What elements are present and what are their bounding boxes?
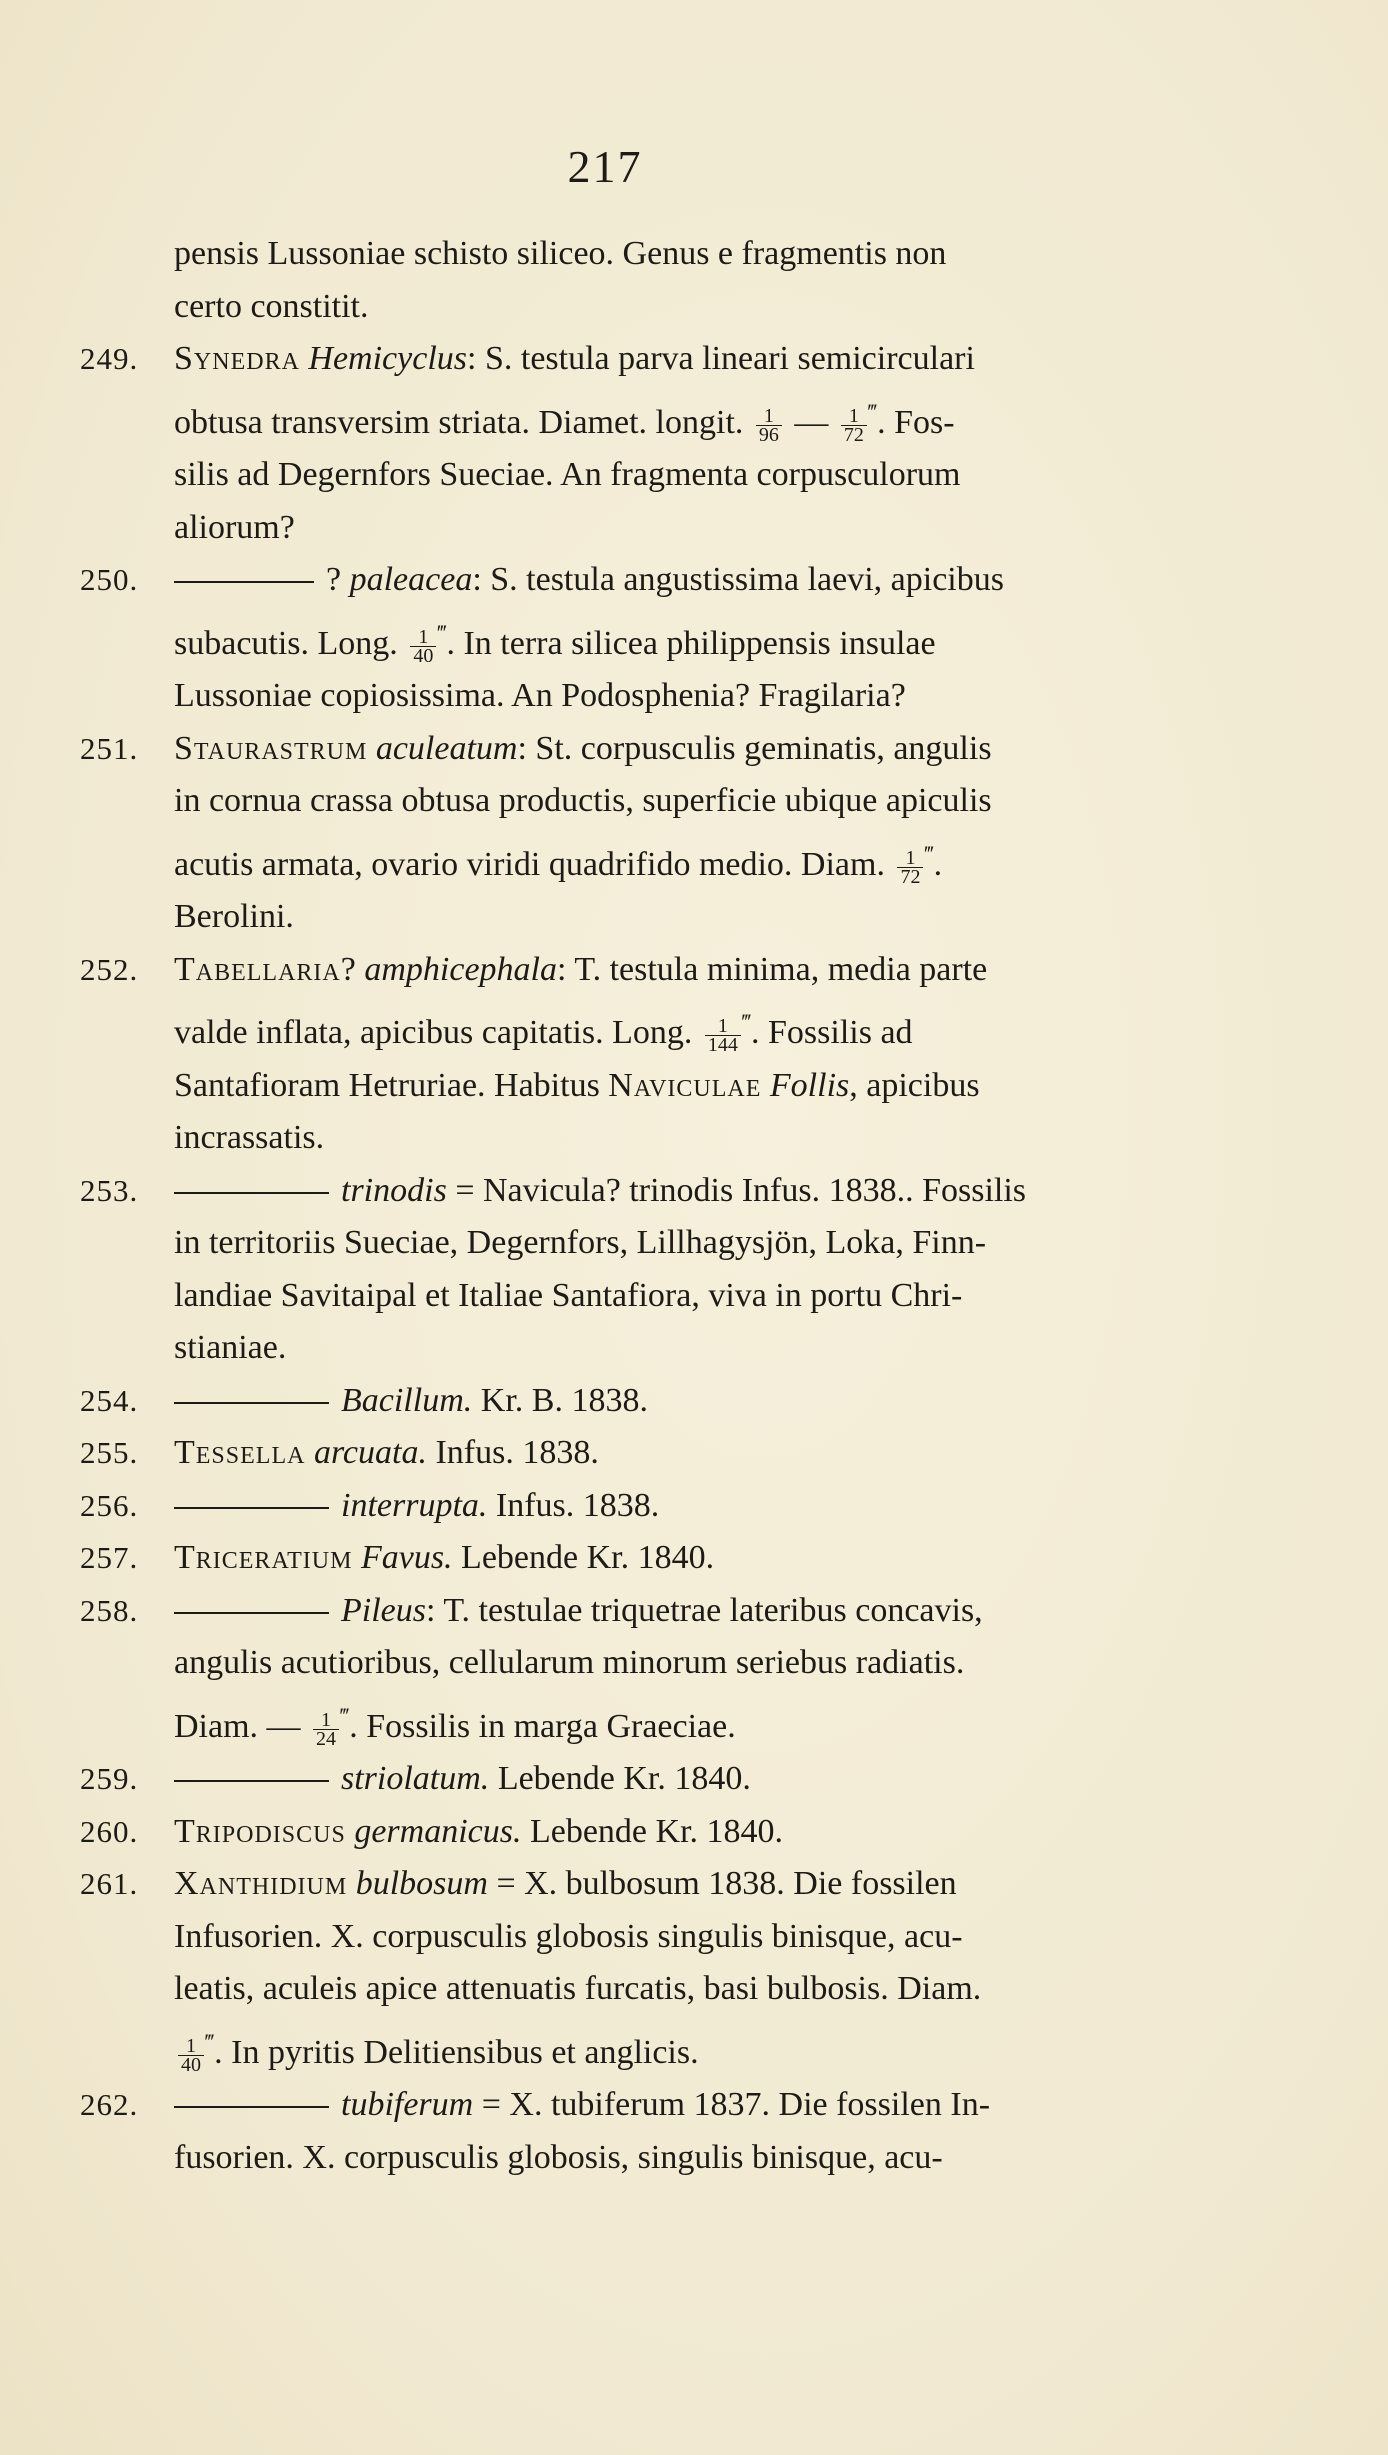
text-line: obtusa transversim striata. Diamet. longit. $\frac{1}{96}$ — $\frac{1}{72}$ ‴. Fos- xyxy=(174,398,955,446)
text-line: Santafioram Hetruriae. Habitus Naviculae Follis, apicibus xyxy=(174,1066,980,1104)
text-line: fusorien. X. corpusculis globosis, singulis binisque, acu- xyxy=(174,2138,943,2176)
ditto-dash xyxy=(174,581,314,583)
species-name: bulbosum xyxy=(355,1865,488,1902)
text-line: angulis acutioribus, cellularum minorum seriebus radiatis. xyxy=(174,1644,965,1681)
fraction: $\frac{1}{24}$ xyxy=(313,1711,339,1748)
species-name: trinodis xyxy=(341,1171,447,1209)
species-name: germanicus. xyxy=(354,1812,522,1850)
species-name: striolatum. xyxy=(341,1760,490,1797)
genus-name: Synedra xyxy=(174,340,300,377)
text-line: Diam. — $\frac{1}{24}$ ‴. Fossilis in marga Graeciae. xyxy=(174,1702,736,1750)
text-line: Synedra Hemicyclus: S. testula parva lineari semicirculari xyxy=(174,340,975,377)
text-line: Staurastrum aculeatum: St. corpusculis geminatis, angulis xyxy=(174,729,992,767)
entry-251 xyxy=(80,723,1184,944)
ditto-dash xyxy=(174,1402,329,1404)
entry-number: 258. xyxy=(80,1592,139,1628)
text-line: Infusorien. X. corpusculis globosis singulis binisque, acu- xyxy=(174,1917,963,1955)
entry-250 xyxy=(80,554,1184,723)
genus-name: Tripodiscus xyxy=(174,1812,346,1850)
entry-number: 262. xyxy=(80,2087,139,2122)
text-line: certo constitit. xyxy=(174,287,369,325)
entry-254 xyxy=(80,1375,1184,1428)
text-line: $\frac{1}{40}$ ‴. In pyritis Delitiensibus et anglicis. xyxy=(174,2016,1184,2080)
entry-number: 253. xyxy=(80,1172,139,1208)
ditto-dash xyxy=(174,1192,329,1194)
entry-257 xyxy=(80,1532,1184,1585)
entry-number: 260. xyxy=(80,1813,139,1849)
entry-256 xyxy=(80,1480,1184,1533)
species-name: Hemicyclus xyxy=(308,340,468,377)
entry-258 xyxy=(80,1585,1184,1754)
text-line: incrassatis. xyxy=(174,1119,325,1156)
genus-name: Xanthidium xyxy=(174,1865,348,1902)
text-line: Lussoniae copiosissima. An Podosphenia? Fragilaria? xyxy=(174,677,906,714)
text-line: in territoriis Sueciae, Degernfors, Lillhagysjön, Loka, Finn- xyxy=(174,1224,987,1261)
page-number: 217 xyxy=(567,141,643,192)
species-name: aculeatum xyxy=(375,729,518,767)
text-line: Pileus: T. testulae triquetrae lateribus concavis, xyxy=(174,1585,1184,1638)
text-line: Triceratium Favus. Lebende Kr. 1840. xyxy=(174,1539,715,1576)
text-line: pensis Lussoniae schisto siliceo. Genus e fragmentis non xyxy=(174,235,947,272)
species-name: arcuata. xyxy=(313,1434,427,1471)
species-name: Bacillum. xyxy=(341,1381,473,1419)
entry-number: 261. xyxy=(80,1866,139,1901)
text-line: Tabellaria? amphicephala: T. testula minima, media parte xyxy=(174,950,988,988)
fraction: $\frac{1}{40}$ xyxy=(410,628,436,665)
fraction: $\frac{1}{72}$ xyxy=(841,407,867,444)
text-line: aliorum? xyxy=(174,508,295,546)
entry-number: 256. xyxy=(80,1487,139,1523)
ditto-dash xyxy=(174,1780,329,1782)
entry-253 xyxy=(80,1165,1184,1375)
entry-260 xyxy=(80,1806,1184,1859)
text-line: stianiae. xyxy=(174,1329,287,1366)
text-line: acutis armata, ovario viridi quadrifido medio. Diam. $\frac{1}{72}$ ‴. xyxy=(174,840,943,888)
text-line: ? paleacea: S. testula angustissima laevi, apicibus xyxy=(174,554,1184,607)
species-name: paleacea xyxy=(349,561,473,598)
ditto-dash xyxy=(174,1612,329,1614)
page-body xyxy=(80,228,1184,2184)
text-line: Tessella arcuata. Infus. 1838. xyxy=(174,1434,599,1471)
text-line: Xanthidium bulbosum = X. bulbosum 1838. Die fossilen xyxy=(174,1865,957,1902)
text-line: tubiferum = X. tubiferum 1837. Die fossilen In- xyxy=(174,2079,1184,2132)
text-line: Tripodiscus germanicus. Lebende Kr. 1840. xyxy=(174,1812,784,1850)
text-line: in cornua crassa obtusa productis, superficie ubique apiculis xyxy=(174,782,992,819)
entry-number: 254. xyxy=(80,1382,139,1418)
genus-name: Tessella xyxy=(174,1434,306,1471)
text-line: silis ad Degernfors Sueciae. An fragmenta corpusculorum xyxy=(174,456,961,493)
text-line: trinodis = Navicula? trinodis Infus. 1838.. Fossilis xyxy=(174,1165,1184,1218)
species-name: interrupta. xyxy=(341,1486,488,1524)
species-name: Pileus xyxy=(341,1591,426,1629)
entry-249 xyxy=(80,333,1184,554)
entry-number: 259. xyxy=(80,1761,139,1796)
entry-number: 252. xyxy=(80,951,139,987)
text-line: Berolini. xyxy=(174,898,294,935)
entry-255 xyxy=(80,1427,1184,1480)
text-line: landiae Savitaipal et Italiae Santafiora, viva in portu Chri- xyxy=(174,1276,963,1314)
entry-number: 251. xyxy=(80,730,139,766)
text-line: valde inflata, apicibus capitatis. Long. $\frac{1}{144}$ ‴. Fossilis ad xyxy=(174,1009,913,1056)
species-name: tubiferum xyxy=(341,2086,474,2123)
entry-number: 249. xyxy=(80,341,139,376)
text-line: striolatum. Lebende Kr. 1840. xyxy=(174,1753,1184,1806)
fraction: $\frac{1}{40}$ xyxy=(178,2037,204,2074)
fraction: $\frac{1}{96}$ xyxy=(756,407,782,444)
entry-259 xyxy=(80,1753,1184,1806)
text-line: Bacillum. Kr. B. 1838. xyxy=(174,1375,1184,1428)
entry-252 xyxy=(80,944,1184,1165)
entry-262 xyxy=(80,2079,1184,2184)
ditto-dash xyxy=(174,1507,329,1509)
entry-number: 257. xyxy=(80,1540,139,1575)
genus-name: Staurastrum xyxy=(174,729,368,767)
species-name: Favus. xyxy=(360,1539,453,1576)
text-line: leatis, aculeis apice attenuatis furcatis, basi bulbosis. Diam. xyxy=(174,1970,982,2007)
ditto-dash xyxy=(174,2106,329,2108)
text-line: interrupta. Infus. 1838. xyxy=(174,1480,1184,1533)
entry-number: 255. xyxy=(80,1435,139,1470)
fraction: $\frac{1}{144}$ xyxy=(705,1017,741,1054)
genus-name: Tabellaria xyxy=(174,950,341,988)
entry-number: 250. xyxy=(80,562,139,597)
genus-name: Triceratium xyxy=(174,1539,353,1576)
entry-261 xyxy=(80,1858,1184,2079)
species-name: amphicephala xyxy=(364,950,557,988)
fraction: $\frac{1}{72}$ xyxy=(897,849,923,886)
text-line: subacutis. Long. $\frac{1}{40}$ ‴. In terra silicea philippensis insulae xyxy=(174,619,936,667)
